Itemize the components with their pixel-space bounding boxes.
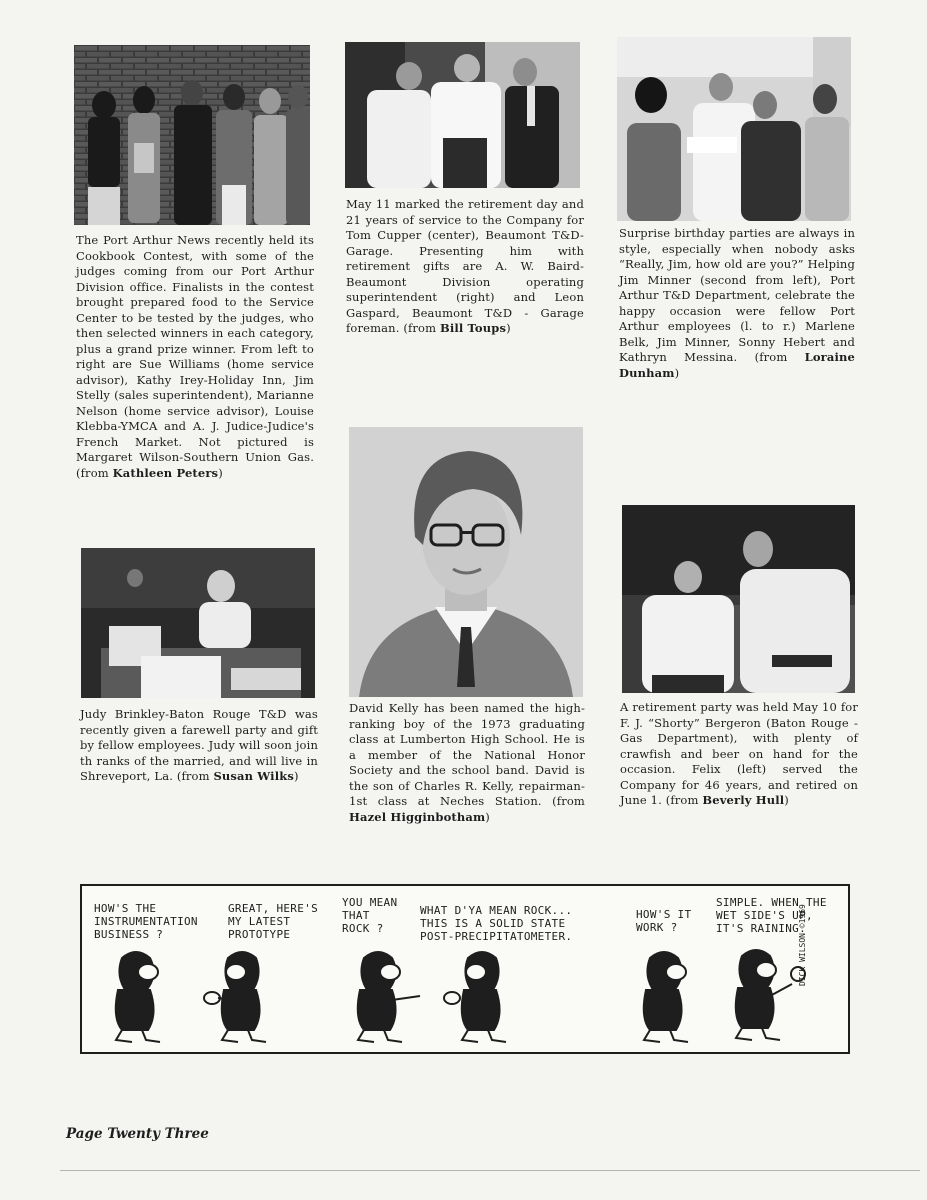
caveman-figure bbox=[350, 948, 430, 1046]
credit-name: Beverly Hull bbox=[702, 793, 785, 807]
photo-cupper-retirement bbox=[345, 42, 580, 188]
caveman-figure bbox=[438, 948, 512, 1046]
credit-name: Bill Toups bbox=[439, 321, 507, 335]
caveman-figure bbox=[102, 948, 172, 1046]
caveman-figure bbox=[630, 948, 700, 1046]
balloon-1: HOW'S THE INSTRUMENTATION BUSINESS ? bbox=[94, 902, 198, 941]
page-number: Page Twenty Three bbox=[66, 1126, 209, 1142]
caption-brinkley-farewell: Judy Brinkley-Baton Rouge T&D was recently given a farewell party and gift by fellow employees. Judy will soon join th ranks of the married, and will live in Shreveport, La. (from Susan Wilks) bbox=[80, 707, 318, 783]
photo-minner-birthday bbox=[617, 37, 851, 221]
balloon-6: SIMPLE. WHEN THE WET SIDE'S UP, IT'S RAINING. bbox=[716, 896, 827, 935]
balloon-5: HOW'S IT WORK ? bbox=[636, 908, 692, 934]
credit-name: Susan Wilks bbox=[213, 769, 294, 783]
caveman-figure bbox=[198, 948, 272, 1046]
credit-name: Kathleen Peters bbox=[112, 465, 219, 480]
photo-kelly-graduate bbox=[349, 427, 583, 697]
cartoonist-signature: DICK WILSON ©1969 bbox=[798, 904, 807, 986]
caption-kelly-graduate: David Kelly has been named the high-ranking boy of the 1973 graduating class at Lumberton High School. He is a member of the National Honor Society and the school band. David is the son of Charles R. Kelly, repairman-1st class at Neches Station. (from Hazel Higginbotham) bbox=[349, 701, 585, 824]
caption-cupper-retirement: May 11 marked the retirement day and 21 years of service to the Company for Tom Cupper (center), Beaumont T&D-Garage. Presenting him with retirement gifts are A. W. Baird-Beaumont Division operating superintendent (right) and Leon Gaspard, Beaumont T&D - Garage foreman. (from Bill Toups) bbox=[346, 197, 584, 335]
cartoon-strip bbox=[80, 884, 850, 1054]
photo-brinkley-farewell bbox=[81, 548, 315, 698]
page-bottom-rule bbox=[60, 1170, 920, 1171]
caption-minner-birthday: Surprise birthday parties are always in style, especially when nobody asks “Really, Jim, how old are you?” Helping Jim Minner (second from left), Port Arthur T&D Department, celebrate the happy occasion were fellow Port Arthur employees (l. to r.) Marlene Belk, Jim Minner, Sonny Hebert and Kathryn Messina. (from Loraine Dunham) bbox=[619, 226, 855, 380]
balloon-2: GREAT, HERE'S MY LATEST PROTOTYPE bbox=[228, 902, 318, 941]
balloon-4: WHAT D'YA MEAN ROCK... THIS IS A SOLID STATE POST-PRECIPITATOMETER. bbox=[420, 904, 573, 943]
caption-bergeron-retirement: A retirement party was held May 10 for F. J. “Shorty” Bergeron (Baton Rouge - Gas Department), with plenty of crawfish and beer on hand for the occasion. Felix (left) served the Company for 46 years, and retired on June 1. (from Beverly Hull) bbox=[620, 700, 858, 807]
photo-bergeron-retirement bbox=[622, 505, 855, 693]
photo-cookbook-judges bbox=[74, 45, 310, 225]
balloon-3: YOU MEAN THAT ROCK ? bbox=[342, 896, 398, 935]
caption-cookbook-judges: The Port Arthur News recently held its Cookbook Contest, with some of the judges coming from our Port Arthur Division office. Finalists in the contest brought prepared food to the Service Center to be tested by the judges, who then selected winners in each category, plus a grand prize winner. From left to right are Sue Williams (home service advisor), Kathy Irey-Holiday Inn, Jim Stelly (sales superintendent), Marianne Nelson (home service advisor), Louise Klebba-YMCA and A. J. Judice-Judice's French Market. Not pictured is Margaret Wilson-Southern Union Gas. (from Kathleen Peters) bbox=[76, 233, 314, 480]
credit-name: Hazel Higginbotham bbox=[349, 809, 486, 824]
credit-name: Loraine Dunham bbox=[619, 350, 855, 380]
